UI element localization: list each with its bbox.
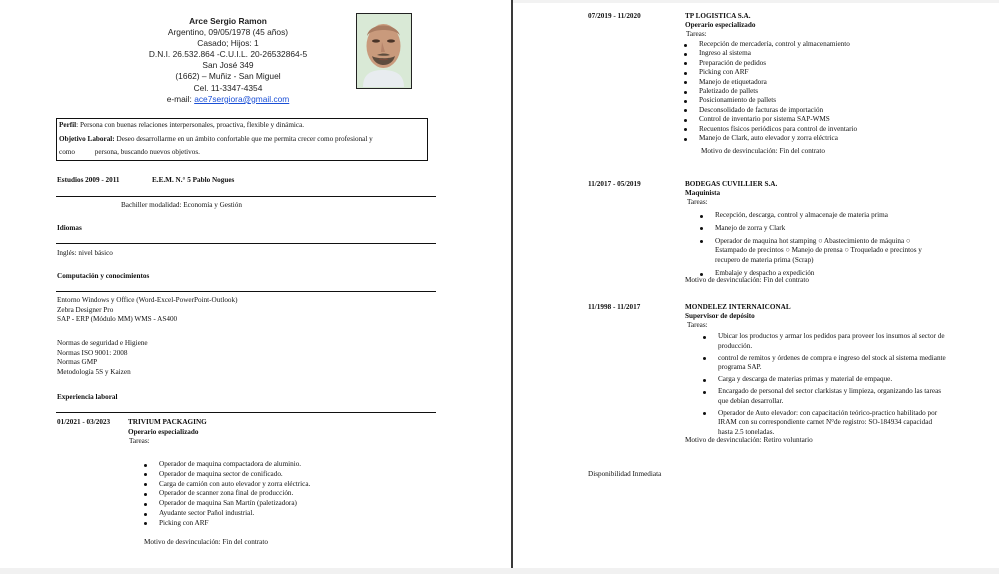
objetivo-text-1: Deseo desarrollarme en un ámbito confortable que me permita crecer como profesional y — [116, 135, 373, 143]
job-tasks-label: Tareas: — [687, 198, 708, 206]
task-item: Manejo de Clark, auto elevador y zorra eléctrica — [684, 134, 944, 143]
job-task-list — [703, 332, 948, 438]
bullet-icon — [144, 493, 147, 496]
task-item: control de remitos y órdenes de compra e ingreso del stock al sistema mediante programa SAP. — [703, 354, 948, 374]
perfil-text: : Persona con buenas relaciones interpersonales, proactiva, flexible y dinámica. — [76, 121, 305, 129]
task-item: Posicionamiento de pallets — [684, 96, 944, 105]
email-label: e-mail: — [166, 93, 192, 104]
objective-line — [59, 134, 425, 144]
bullet-icon — [703, 379, 706, 382]
task-item: Operador de maquina hot stamping ○ Abastecimiento de máquina ○ Estampado de precintos ○ Manejo de prensa ○ Troquelado e precintos y recupero de materia prima (Scrap) — [700, 237, 922, 266]
studies-label: Estudios 2009 - 2011 — [57, 176, 120, 184]
bullet-icon — [703, 391, 706, 394]
objective-line-2 — [59, 147, 425, 157]
computing-label: Computación y conocimientos — [57, 272, 150, 280]
bullet-icon — [684, 62, 687, 65]
task-item: Desconsolidado de facturas de importación — [684, 106, 944, 115]
computing-item: Entorno Windows y Office (Word-Excel-PowerPoint-Outlook) — [57, 296, 238, 304]
bullet-icon — [684, 44, 687, 47]
task-item: Manejo de zorra y Clark — [700, 224, 922, 234]
nationality-birth: Argentino, 09/05/1978 (45 años) — [167, 27, 289, 38]
objetivo-label: Objetivo Laboral: — [59, 135, 115, 143]
face-photo-icon — [357, 14, 410, 87]
profile-line — [59, 120, 425, 130]
candidate-name: Arce Sergio Ramon — [189, 16, 267, 26]
task-item: Ayudante sector Pañol industrial. — [144, 509, 444, 519]
bullet-icon — [684, 119, 687, 122]
bullet-icon — [144, 483, 147, 486]
task-item: Picking con ARF — [144, 519, 444, 529]
profile-box — [56, 118, 428, 161]
bullet-icon — [684, 72, 687, 75]
bullet-icon — [684, 81, 687, 84]
job-company: TRIVIUM PACKAGING — [128, 418, 207, 426]
task-item: Paletizado de pallets — [684, 87, 944, 96]
email-line — [110, 94, 346, 105]
task-item: Preparación de pedidos — [684, 59, 944, 68]
bullet-icon — [144, 464, 147, 467]
bullet-icon — [684, 91, 687, 94]
experience-label: Experiencia laboral — [57, 393, 118, 401]
computing-list — [57, 296, 238, 325]
job-role: Maquinista — [685, 189, 721, 197]
city: (1662) – Muñiz - San Miguel — [175, 71, 281, 82]
task-item: Carga de camión con auto elevador y zorra eléctrica. — [144, 480, 444, 490]
task-item: Operador de maquina compactadora de aluminio. — [144, 460, 444, 470]
phone: Cel. 11-3347-4354 — [193, 82, 263, 93]
studies-degree: Bachiller modalidad: Economía y Gestión — [121, 201, 242, 209]
job-company: BODEGAS CUVILLIER S.A. — [685, 180, 778, 188]
bullet-icon — [700, 215, 703, 218]
bullet-icon — [684, 109, 687, 112]
task-item: Recepción de mercadería, control y almacenamiento — [684, 40, 944, 49]
job-company: MONDELEZ INTERNAICONAL — [685, 303, 791, 311]
section-rule — [56, 243, 436, 244]
bullet-icon — [700, 227, 703, 230]
bullet-icon — [703, 412, 706, 415]
computing-item: SAP - ERP (Módulo MM) WMS - AS400 — [57, 315, 178, 324]
bullet-icon — [703, 357, 706, 360]
task-item: Control de inventario por sistema SAP-WMS — [684, 115, 944, 124]
job-tasks-label: Tareas: — [687, 321, 708, 329]
address: San José 349 — [202, 60, 254, 71]
page-divider — [511, 0, 513, 568]
job-role: Operario especializado — [128, 428, 199, 436]
task-item: Embalaje y despacho a expedición — [700, 269, 922, 279]
job-dates: 11/1998 - 11/2017 — [588, 303, 641, 311]
availability: Disponibilidad Inmediata — [588, 470, 662, 478]
norm-item: Normas GMP — [57, 358, 98, 367]
job-exit-reason: Motivo de desvinculación: Fin del contrato — [701, 147, 825, 155]
section-rule — [56, 291, 436, 292]
bullet-icon — [684, 138, 687, 141]
languages-label: Idiomas — [57, 224, 82, 232]
norm-item: Normas ISO 9001: 2008 — [57, 348, 128, 357]
perfil-label: Perfil — [59, 121, 77, 129]
bullet-icon — [684, 100, 687, 103]
bullet-icon — [144, 513, 147, 516]
email-link[interactable]: ace7sergiora@gmail.com — [194, 93, 290, 104]
profile-photo — [356, 13, 412, 89]
task-item: Ubicar los productos y armar los pedidos para proveer los insumos al sector de producción. — [703, 332, 948, 352]
viewer-top-strip — [513, 0, 999, 3]
section-rule — [56, 196, 436, 197]
viewer-bottom-strip — [0, 568, 999, 574]
bullet-icon — [684, 53, 687, 56]
job-task-list — [684, 40, 944, 143]
job-task-list — [700, 211, 922, 279]
bullet-icon — [684, 128, 687, 131]
civil-status: Casado; Hijos: 1 — [197, 38, 259, 49]
job-exit-reason: Motivo de desvinculación: Fin del contrato — [144, 538, 268, 546]
task-item: Ingreso al sistema — [684, 49, 944, 58]
bullet-icon — [144, 473, 147, 476]
id-numbers: D.N.I. 26.532.864 -C.U.I.L. 20-26532864-5 — [148, 49, 308, 60]
task-item: Operador de maquina San Martín (paletizadora) — [144, 499, 444, 509]
task-item: Operador de scanner zona final de producción. — [144, 489, 444, 499]
bullet-icon — [144, 522, 147, 525]
task-item: Encargado de personal del sector clarkistas y limpieza, organizando las tareas que debían desarrollar. — [703, 387, 948, 407]
contact-header — [110, 16, 346, 105]
studies-school: E.E.M. N.° 5 Pablo Nogues — [152, 176, 235, 184]
job-tasks-label: Tareas: — [686, 30, 707, 38]
bullet-icon — [144, 503, 147, 506]
job-dates: 11/2017 - 05/2019 — [588, 180, 641, 188]
norm-item: Metodología 5S y Kaizen — [57, 367, 131, 376]
bullet-icon — [703, 336, 706, 339]
job-company: TP LOGISTICA S.A. — [685, 12, 751, 20]
job-role: Supervisor de depósito — [685, 312, 755, 320]
task-item: Recuentos físicos periódicos para control de inventario — [684, 125, 944, 134]
task-item: Picking con ARF — [684, 68, 944, 77]
task-item: Manejo de etiquetadora — [684, 78, 944, 87]
section-rule — [56, 412, 436, 413]
task-item: Operador de Auto elevador: con capacitación teórico-practico habilitado por IRAM con su correspondiente carnet N°de registro: SO-184934 capacidad hasta 2.5 toneladas. — [703, 409, 948, 438]
task-item: Operador de maquina sector de conificado. — [144, 470, 444, 480]
job-task-list — [144, 460, 444, 529]
task-item: Carga y descarga de materias primas y material de empaque. — [703, 375, 948, 385]
job-exit-reason: Motivo de desvinculación: Retiro voluntario — [685, 436, 813, 444]
languages-value: Inglés: nivel básico — [57, 249, 113, 257]
job-role: Operario especializado — [685, 21, 756, 29]
norms-list — [57, 339, 148, 377]
objetivo-text-2a: como — [59, 148, 75, 156]
job-tasks-label: Tareas: — [129, 437, 150, 445]
job-dates: 07/2019 - 11/2020 — [588, 12, 641, 20]
job-dates: 01/2021 - 03/2023 — [57, 418, 111, 426]
job-exit-reason: Motivo de desvinculación: Fin del contrato — [685, 276, 809, 284]
computing-item: Zebra Designer Pro — [57, 305, 114, 314]
norm-item: Normas de seguridad e Higiene — [57, 339, 148, 347]
task-item: Recepción, descarga, control y almacenaje de materia prima — [700, 211, 922, 221]
bullet-icon — [700, 240, 703, 243]
objetivo-text-2b: persona, buscando nuevos objetivos. — [94, 148, 200, 156]
